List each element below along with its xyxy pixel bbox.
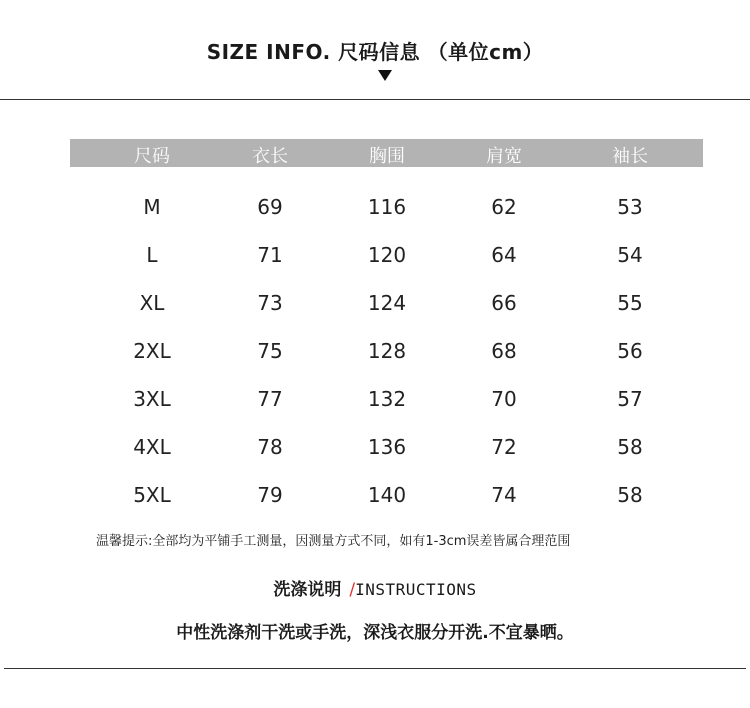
- measurement-cell: 57: [617, 387, 643, 411]
- measurement-cell: 54: [617, 243, 643, 267]
- measurement-cell: 64: [491, 243, 517, 267]
- table-row: [70, 243, 703, 273]
- instructions-slash: /: [349, 580, 356, 600]
- size-label-cell: 5XL: [133, 483, 171, 507]
- measurement-cell: 128: [367, 339, 407, 363]
- instructions-heading: [0, 575, 750, 600]
- measurement-cell: 56: [617, 339, 643, 363]
- measurement-cell: 68: [491, 339, 517, 363]
- measurement-cell: 62: [491, 195, 517, 219]
- measurement-cell: 69: [257, 195, 283, 219]
- measurement-cell: 75: [257, 339, 283, 363]
- size-label-cell: M: [143, 195, 161, 219]
- measurement-cell: 136: [367, 435, 407, 459]
- table-row: [70, 435, 703, 465]
- measurement-cell: 72: [491, 435, 517, 459]
- measurement-cell: 66: [491, 291, 517, 315]
- size-label-cell: L: [146, 243, 158, 267]
- measurement-cell: 55: [617, 291, 643, 315]
- header-cell: 尺码: [134, 146, 170, 167]
- measurement-cell: 140: [367, 483, 407, 507]
- measurement-cell: 58: [617, 483, 643, 507]
- measurement-cell: 124: [367, 291, 407, 315]
- measurement-cell: 116: [367, 195, 407, 219]
- measurement-cell: 71: [257, 243, 283, 267]
- instructions-title-cn: 洗涤说明: [273, 580, 342, 600]
- measurement-cell: 79: [257, 483, 283, 507]
- table-row: [70, 195, 703, 225]
- table-row: [70, 291, 703, 321]
- measurement-note: 温馨提示:全部均为平铺手工测量，因测量方式不同，如有1-3cm误差皆属合理范围: [96, 534, 571, 549]
- size-label-cell: XL: [139, 291, 165, 315]
- table-row: [70, 387, 703, 417]
- instructions-title-en: INSTRUCTIONS: [355, 580, 477, 599]
- bottom-divider: [4, 668, 746, 669]
- measurement-cell: 78: [257, 435, 283, 459]
- header-cell: 衣长: [252, 146, 288, 167]
- top-divider: [0, 99, 750, 100]
- header-cell: 肩宽: [486, 146, 522, 167]
- measurement-cell: 73: [257, 291, 283, 315]
- page-title: SIZE INFO. 尺码信息 （单位cm）: [206, 40, 544, 64]
- size-label-cell: 4XL: [133, 435, 171, 459]
- header-cell: 胸围: [369, 146, 405, 167]
- instructions-text: 中性洗涤剂干洗或手洗，深浅衣服分开洗.不宜暴晒。: [176, 623, 574, 643]
- size-label-cell: 2XL: [133, 339, 171, 363]
- header-cell: 袖长: [612, 146, 648, 167]
- table-row: [70, 483, 703, 513]
- size-label-cell: 3XL: [133, 387, 171, 411]
- size-table: [70, 139, 703, 507]
- table-row: [70, 339, 703, 369]
- measurement-cell: 70: [491, 387, 517, 411]
- measurement-cell: 74: [491, 483, 517, 507]
- measurement-cell: 120: [367, 243, 407, 267]
- measurement-cell: 58: [617, 435, 643, 459]
- measurement-cell: 77: [257, 387, 283, 411]
- down-arrow-icon: [378, 70, 392, 81]
- measurement-cell: 53: [617, 195, 643, 219]
- measurement-cell: 132: [367, 387, 407, 411]
- table-header: [70, 139, 703, 167]
